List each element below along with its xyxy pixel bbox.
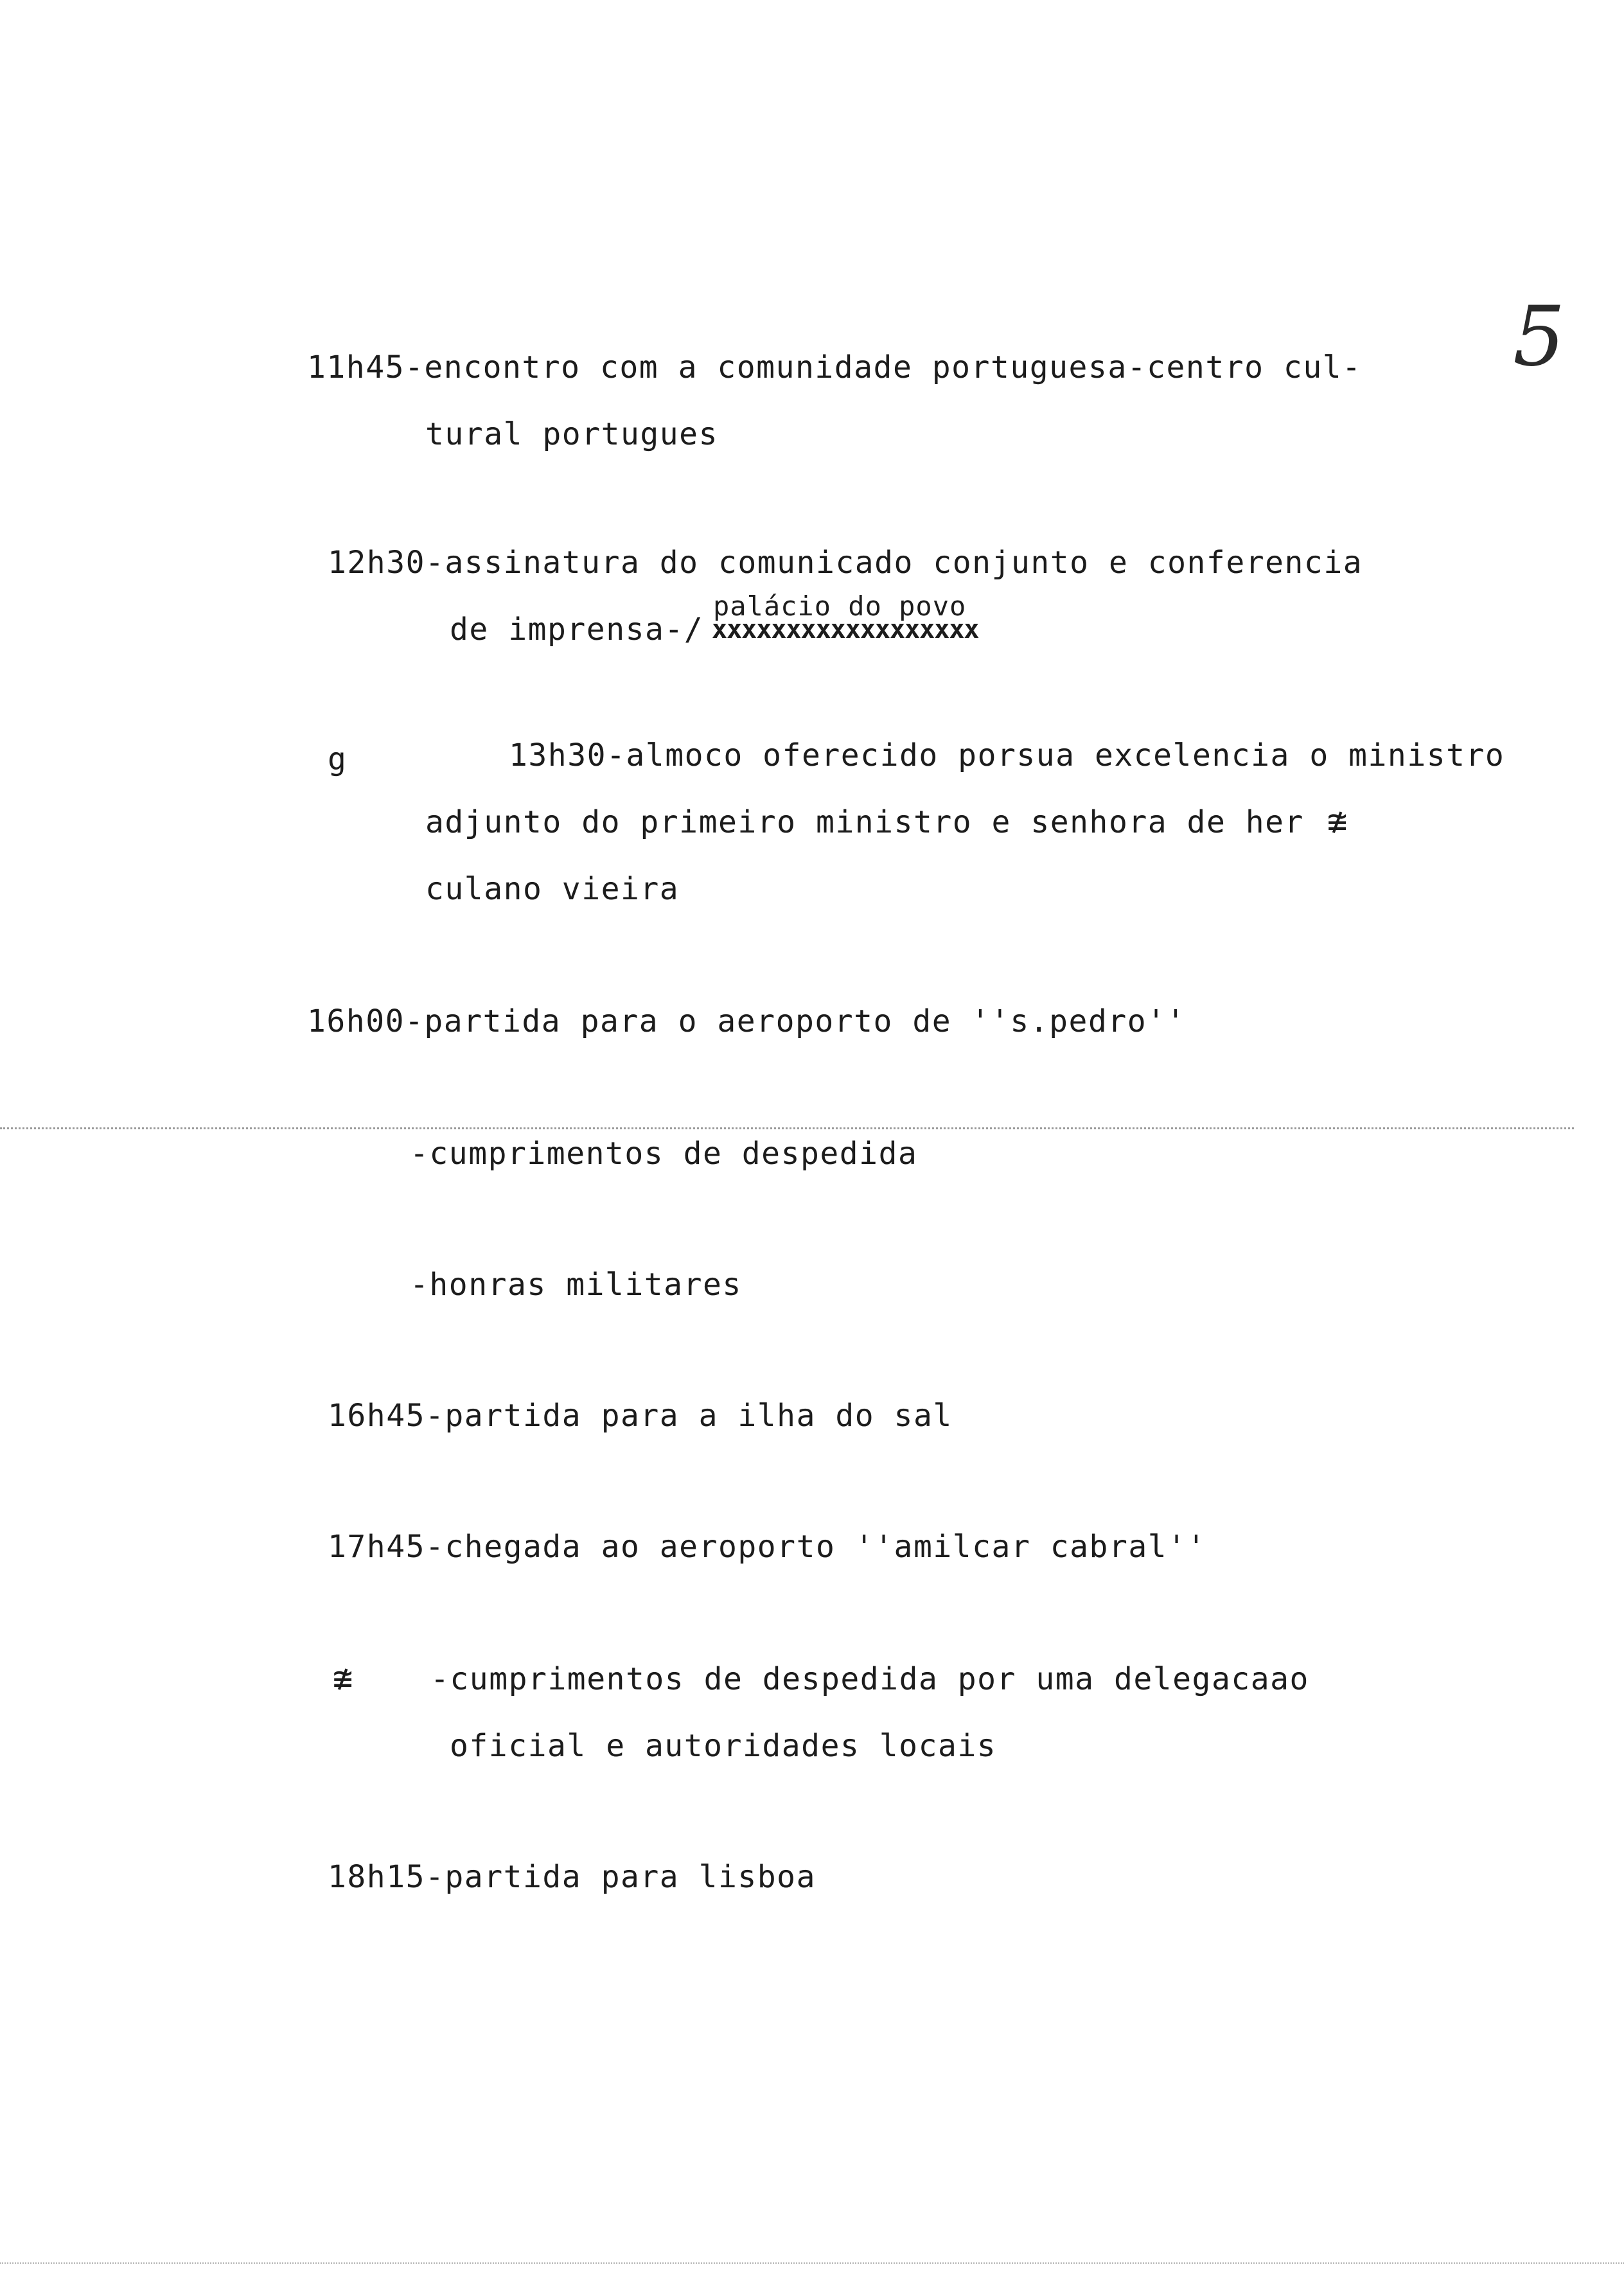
scan-artifact-line <box>0 1127 1574 1129</box>
entry-1330-line3: culano vieira <box>425 871 680 907</box>
entry-1230-line2-prefix: de imprensa-/ <box>450 612 704 648</box>
ink-smudge-mark: ≇ <box>1327 803 1348 842</box>
scan-bottom-edge <box>0 2262 1624 2264</box>
entry-1745-line1: 17h45-chegada ao aeroporto ''amilcar cabral'' <box>328 1529 1206 1565</box>
entry-honras-militares: -honras militares <box>410 1267 742 1303</box>
entry-1145-line1: 11h45-encontro com a comunidade portuguesa-centro cul- <box>307 349 1362 385</box>
entry-cumprimentos-despedida: -cumprimentos de despedida <box>410 1136 918 1172</box>
entry-1330-line2: adjunto do primeiro ministro e senhora de her <box>425 804 1304 840</box>
handwritten-correction-palacio-do-povo: palácio do povo <box>713 590 967 622</box>
entry-1815-line1: 18h15-partida para lisboa <box>328 1859 816 1895</box>
page-number: 5 <box>1513 289 1566 385</box>
entry-1145-line2: tural portugues <box>425 416 718 452</box>
entry-1645-line1: 16h45-partida para a ilha do sal <box>328 1398 953 1434</box>
entry-1330-line1: 13h30-almoco oferecido porsua excelencia o ministro <box>509 737 1505 773</box>
struck-out-text: xxxxxxxxxxxxxxxxxx <box>712 615 979 644</box>
ink-smudge-mark-margin: ≇ <box>333 1660 353 1698</box>
entry-delegacao-line1: -cumprimentos de despedida por uma delegacaao <box>430 1661 1309 1697</box>
margin-mark-g: g <box>328 741 348 777</box>
entry-delegacao-line2: oficial e autoridades locais <box>450 1728 997 1764</box>
entry-1230-line1: 12h30-assinatura do comunicado conjunto e conferencia <box>328 545 1363 581</box>
entry-1600-line1: 16h00-partida para o aeroporto de ''s.pedro'' <box>307 1003 1186 1039</box>
